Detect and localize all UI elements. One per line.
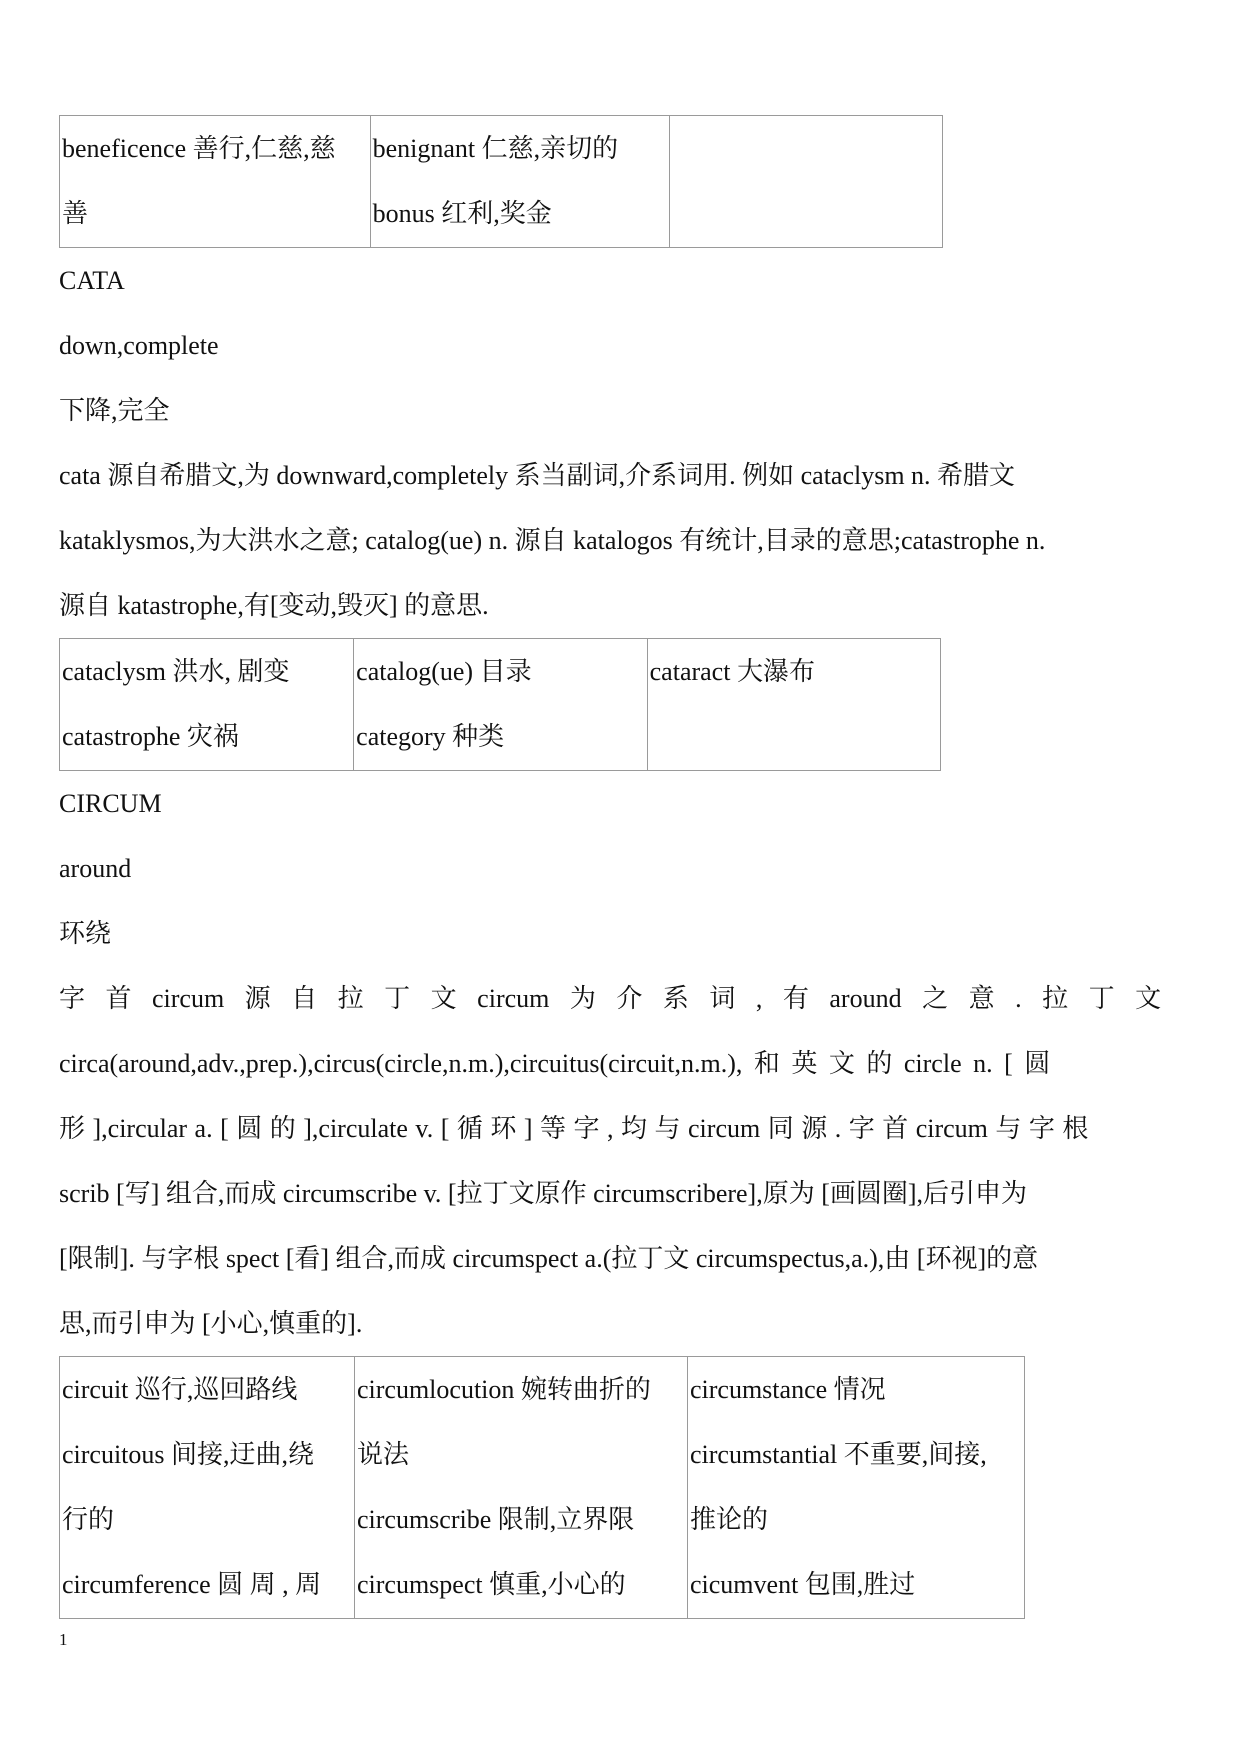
table-cell [354,639,647,771]
word-entry: circumference 圆 周 , 周 [62,1570,322,1599]
word-entry: 说法 [357,1440,410,1469]
word-entry: 行的 [62,1505,115,1534]
paragraph-line: 字 首 circum 源 自 拉 丁 文 circum 为 介 系 词 , 有 around 之 意 . 拉 丁 文 [59,984,1162,1013]
word-entry: bonus 红利,奖金 [372,199,552,228]
table-cell [60,1357,355,1619]
page-number: 1 [59,1630,68,1649]
word-entry: circumstantial 不重要,间接, [690,1440,987,1469]
word-entry: circumstance 情况 [690,1375,886,1404]
section-title: CIRCUM [59,789,162,818]
word-table-circum [59,1356,1025,1619]
word-table-bene [59,115,943,248]
section-meaning-en: down,complete [59,331,219,360]
table-cell [688,1357,1025,1619]
word-entry: catastrophe 灾祸 [62,722,239,751]
word-entry: cicumvent 包围,胜过 [690,1570,916,1599]
paragraph-line: scrib [写] 组合,而成 circumscribe v. [拉丁文原作 circumscribere],原为 [画圆圈],后引申为 [59,1179,1028,1208]
section-paragraph [59,443,1189,638]
paragraph-line: 思,而引申为 [小心,慎重的]. [59,1309,363,1338]
section-meaning-en: around [59,854,132,883]
table-cell [647,639,940,771]
page-content [59,115,1189,1619]
table-cell [670,116,943,248]
word-entry: cataract 大瀑布 [649,657,815,686]
paragraph-line: [限制]. 与字根 spect [看] 组合,而成 circumspect a.(拉丁文 circumspectus,a.),由 [环视]的意 [59,1244,1039,1273]
word-entry: catalog(ue) 目录 [356,657,532,686]
paragraph-line: 源自 katastrophe,有[变动,毁灭] 的意思. [59,591,489,620]
table-cell [60,639,354,771]
word-entry: beneficence 善行,仁慈,慈 [62,134,336,163]
table-cell [355,1357,688,1619]
word-entry: 善 [62,199,89,228]
section-paragraph [59,966,1189,1356]
word-entry: circuit 巡行,巡回路线 [62,1375,298,1404]
word-entry: circumspect 慎重,小心的 [357,1570,626,1599]
word-entry: benignant 仁慈,亲切的 [372,134,619,163]
word-entry: 推论的 [690,1505,769,1534]
paragraph-line: cata 源自希腊文,为 downward,completely 系当副词,介系词用. 例如 cataclysm n. 希腊文 [59,461,1016,490]
section-meaning-zh: 环绕 [59,919,112,948]
word-entry: circumlocution 婉转曲折的 [357,1375,651,1404]
section-title: CATA [59,266,125,295]
word-entry: circuitous 间接,迂曲,绕 [62,1440,315,1469]
paragraph-line: circa(around,adv.,prep.),circus(circle,n.m.),circuitus(circuit,n.m.), 和 英 文 的 circle n. [ 圆 [59,1049,1051,1078]
word-entry: category 种类 [356,722,505,751]
table-cell [370,116,669,248]
word-entry: circumscribe 限制,立界限 [357,1505,635,1534]
paragraph-line: 形 ],circular a. [ 圆 的 ],circulate v. [ 循 环 ] 等 字 , 均 与 circum 同 源 . 字 首 circum 与 字 根 [59,1114,1089,1143]
section-meaning-zh: 下降,完全 [59,396,170,425]
word-entry: cataclysm 洪水, 剧变 [62,657,290,686]
paragraph-line: kataklysmos,为大洪水之意; catalog(ue) n. 源自 katalogos 有统计,目录的意思;catastrophe n. [59,526,1046,555]
table-cell [60,116,371,248]
word-table-cata [59,638,941,771]
